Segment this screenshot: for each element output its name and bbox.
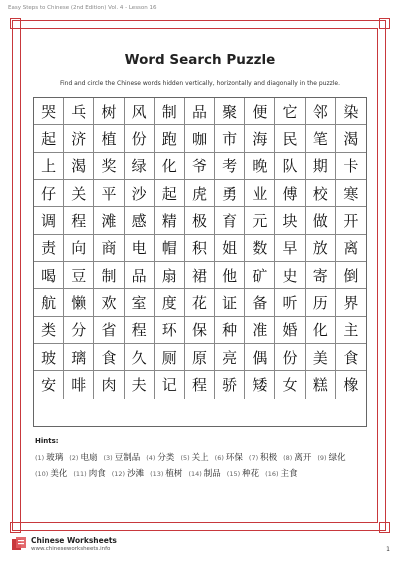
grid-cell[interactable]: 安 — [34, 371, 64, 398]
grid-cell[interactable]: 商 — [94, 235, 124, 262]
page-number: 1 — [386, 546, 390, 553]
grid-cell[interactable]: 傅 — [275, 180, 305, 207]
grid-cell[interactable]: 晚 — [245, 153, 275, 180]
grid-cell[interactable]: 室 — [125, 289, 155, 316]
grid-cell[interactable]: 保 — [185, 317, 215, 344]
grid-cell[interactable]: 早 — [275, 235, 305, 262]
grid-cell[interactable]: 起 — [155, 180, 185, 207]
grid-cell[interactable]: 度 — [155, 289, 185, 316]
grid-cell[interactable]: 极 — [185, 207, 215, 234]
grid-cell[interactable]: 块 — [275, 207, 305, 234]
hint-word: 种花 — [242, 469, 260, 479]
grid-cell[interactable]: 聚 — [215, 98, 245, 125]
grid-cell[interactable]: 骄 — [215, 371, 245, 398]
grid-cell[interactable]: 航 — [34, 289, 64, 316]
hint-item — [35, 450, 63, 466]
grid-cell[interactable]: 原 — [185, 344, 215, 371]
grid-cell[interactable]: 糕 — [306, 371, 336, 398]
grid-cell[interactable]: 史 — [275, 262, 305, 289]
grid-cell[interactable]: 豆 — [64, 262, 94, 289]
grid-cell[interactable]: 璃 — [64, 344, 94, 371]
grid-cell[interactable]: 欢 — [94, 289, 124, 316]
hint-item — [227, 466, 259, 482]
grid-cell[interactable]: 程 — [125, 317, 155, 344]
hint-number: (2) — [69, 454, 79, 462]
grid-cell[interactable]: 精 — [155, 207, 185, 234]
grid-cell[interactable]: 美 — [306, 344, 336, 371]
hint-item — [35, 466, 67, 482]
grid-cell[interactable]: 做 — [306, 207, 336, 234]
grid-cell[interactable]: 食 — [336, 344, 366, 371]
hint-number: (6) — [214, 454, 224, 462]
grid-cell[interactable]: 久 — [125, 344, 155, 371]
grid-cell[interactable]: 校 — [306, 180, 336, 207]
grid-cell[interactable]: 夫 — [125, 371, 155, 398]
hint-number: (12) — [111, 470, 126, 478]
grid-cell[interactable]: 数 — [245, 235, 275, 262]
grid-cell[interactable]: 历 — [306, 289, 336, 316]
grid-cell[interactable]: 考 — [215, 153, 245, 180]
grid-cell[interactable]: 渴 — [64, 153, 94, 180]
grid-cell[interactable]: 育 — [215, 207, 245, 234]
grid-cell[interactable]: 品 — [125, 262, 155, 289]
grid-cell[interactable]: 邻 — [306, 98, 336, 125]
grid-cell[interactable]: 偶 — [245, 344, 275, 371]
grid-cell[interactable]: 市 — [215, 125, 245, 152]
grid-cell[interactable]: 队 — [275, 153, 305, 180]
hint-item — [69, 450, 97, 466]
hint-item — [112, 466, 144, 482]
corner-ornament — [379, 18, 390, 29]
grid-cell[interactable]: 扇 — [155, 262, 185, 289]
grid-cell[interactable]: 起 — [34, 125, 64, 152]
grid-cell[interactable]: 份 — [275, 344, 305, 371]
grid-cell[interactable]: 植 — [94, 125, 124, 152]
grid-cell[interactable]: 滩 — [94, 207, 124, 234]
grid-cell[interactable]: 亮 — [215, 344, 245, 371]
grid-cell[interactable]: 主 — [336, 317, 366, 344]
grid-cell[interactable]: 向 — [64, 235, 94, 262]
grid-cell[interactable]: 调 — [34, 207, 64, 234]
grid-cell[interactable]: 勇 — [215, 180, 245, 207]
page-title: Word Search Puzzle — [124, 52, 276, 68]
hint-word: 环保 — [225, 453, 243, 463]
hint-item — [283, 450, 311, 466]
grid-cell[interactable]: 种 — [215, 317, 245, 344]
hint-number: (16) — [265, 470, 279, 478]
grid-cell[interactable]: 跑 — [155, 125, 185, 152]
corner-ornament — [379, 522, 390, 533]
grid-cell[interactable]: 它 — [275, 98, 305, 125]
grid-cell[interactable]: 期 — [306, 153, 336, 180]
grid-cell[interactable]: 花 — [185, 289, 215, 316]
grid-cell[interactable]: 程 — [64, 207, 94, 234]
corner-ornament — [10, 522, 21, 533]
hints-title: Hints: — [35, 437, 59, 445]
grid-cell[interactable]: 海 — [245, 125, 275, 152]
hint-number: (5) — [180, 454, 190, 462]
grid-cell[interactable]: 离 — [336, 235, 366, 262]
grid-cell[interactable]: 懒 — [64, 289, 94, 316]
corner-ornament — [10, 18, 21, 29]
grid-cell[interactable]: 厕 — [155, 344, 185, 371]
grid-cell[interactable]: 制 — [94, 262, 124, 289]
word-search-grid — [33, 97, 367, 427]
grid-cell[interactable]: 姐 — [215, 235, 245, 262]
grid-cell[interactable]: 听 — [275, 289, 305, 316]
grid-cell[interactable]: 卡 — [336, 153, 366, 180]
hint-item — [215, 450, 243, 466]
grid-cell[interactable]: 界 — [336, 289, 366, 316]
hint-number: (3) — [103, 454, 113, 462]
instructions: Find and circle the Chinese words hidden vertically, horizontally and diagonally in the puzzle. — [59, 80, 341, 87]
grid-cell[interactable]: 积 — [185, 235, 215, 262]
hint-item — [249, 450, 277, 466]
hint-word: 关上 — [191, 453, 209, 463]
hint-word: 肉食 — [88, 469, 106, 479]
hint-item — [188, 466, 220, 482]
grid-cell[interactable]: 树 — [94, 98, 124, 125]
hint-word: 植树 — [165, 469, 183, 479]
hint-number: (7) — [248, 454, 259, 462]
grid-cell[interactable]: 分 — [64, 317, 94, 344]
grid-cell[interactable]: 咖 — [185, 125, 215, 152]
grid-cell[interactable]: 乓 — [64, 98, 94, 125]
hint-word: 玻璃 — [46, 453, 64, 463]
hint-item — [146, 450, 174, 466]
grid-cell[interactable]: 食 — [94, 344, 124, 371]
hint-number: (4) — [146, 454, 156, 462]
grid-cell[interactable]: 寒 — [336, 180, 366, 207]
hint-number: (13) — [150, 470, 164, 478]
grid-cell[interactable]: 帽 — [155, 235, 185, 262]
hint-number: (14) — [188, 470, 202, 478]
grid-cell[interactable]: 类 — [34, 317, 64, 344]
grid-cell[interactable]: 染 — [336, 98, 366, 125]
hint-word: 离开 — [294, 453, 312, 463]
grid-cell[interactable]: 放 — [306, 235, 336, 262]
grid-cell[interactable]: 备 — [245, 289, 275, 316]
grid-cell[interactable]: 裙 — [185, 262, 215, 289]
grid-cell[interactable]: 喝 — [34, 262, 64, 289]
grid-cell[interactable]: 济 — [64, 125, 94, 152]
hint-word: 电扇 — [80, 453, 98, 463]
hint-number: (9) — [317, 454, 327, 462]
grid-cell[interactable]: 感 — [125, 207, 155, 234]
hint-item — [103, 450, 140, 466]
grid-cell[interactable]: 哭 — [34, 98, 64, 125]
grid-cell[interactable]: 化 — [155, 153, 185, 180]
grid-cell[interactable]: 业 — [245, 180, 275, 207]
grid-cell[interactable]: 他 — [215, 262, 245, 289]
grid-cell[interactable]: 准 — [245, 317, 275, 344]
grid-cell[interactable]: 婚 — [275, 317, 305, 344]
hint-word: 豆制品 — [114, 453, 141, 463]
grid-cell[interactable]: 证 — [215, 289, 245, 316]
grid-cell[interactable]: 奖 — [94, 153, 124, 180]
hint-item — [73, 466, 105, 482]
grid-cell[interactable]: 沙 — [125, 180, 155, 207]
grid-cell[interactable]: 关 — [64, 180, 94, 207]
grid-cell[interactable]: 渴 — [336, 125, 366, 152]
hint-item — [317, 450, 345, 466]
grid-cell[interactable]: 省 — [94, 317, 124, 344]
grid-cell[interactable]: 倒 — [336, 262, 366, 289]
hint-word: 沙滩 — [127, 469, 145, 479]
grid-cell[interactable]: 矮 — [245, 371, 275, 398]
hint-word: 美化 — [50, 469, 68, 479]
hint-item — [265, 466, 297, 482]
grid-cell[interactable]: 记 — [155, 371, 185, 398]
grid-cell[interactable]: 电 — [125, 235, 155, 262]
grid-cell[interactable]: 制 — [155, 98, 185, 125]
logo-icon — [11, 537, 27, 551]
grid-cell[interactable]: 元 — [245, 207, 275, 234]
hint-word: 积极 — [260, 453, 278, 463]
grid-cell[interactable]: 责 — [34, 235, 64, 262]
grid-cell[interactable]: 玻 — [34, 344, 64, 371]
grid-cell[interactable]: 女 — [275, 371, 305, 398]
grid-cell[interactable]: 民 — [275, 125, 305, 152]
footer-url[interactable]: www.chineseworksheets.info — [31, 546, 111, 552]
grid-cell[interactable]: 笔 — [306, 125, 336, 152]
hint-number: (10) — [35, 470, 49, 478]
grid-cell[interactable]: 平 — [94, 180, 124, 207]
course-header: Easy Steps to Chinese (2nd Edition) Vol. 4 - Lesson 16 — [8, 5, 157, 11]
hint-word: 制品 — [203, 469, 221, 479]
grid-cell[interactable]: 绿 — [125, 153, 155, 180]
hint-item — [180, 450, 208, 466]
footer-brand: Chinese Worksheets — [31, 536, 117, 545]
grid-cell[interactable]: 份 — [125, 125, 155, 152]
hint-number: (8) — [283, 454, 293, 462]
hint-item — [150, 466, 182, 482]
grid-cell[interactable]: 橡 — [343, 376, 359, 395]
grid-cell[interactable]: 环 — [155, 317, 185, 344]
grid-cell[interactable]: 肉 — [94, 371, 124, 398]
grid-cell[interactable]: 啡 — [64, 371, 94, 398]
grid-cell[interactable]: 仔 — [34, 180, 64, 207]
hint-word: 主食 — [280, 469, 298, 479]
hint-word: 绿化 — [328, 453, 346, 463]
hint-number: (15) — [226, 470, 241, 478]
grid-cell[interactable]: 便 — [245, 98, 275, 125]
grid-cell[interactable]: 开 — [336, 207, 366, 234]
hints-list — [35, 450, 365, 482]
grid-cell[interactable]: 化 — [306, 317, 336, 344]
hint-number: (1) — [35, 454, 45, 462]
grid-cell[interactable]: 寄 — [306, 262, 336, 289]
grid-cell[interactable]: 虎 — [185, 180, 215, 207]
hint-word: 分类 — [157, 453, 175, 463]
grid-cell[interactable]: 风 — [125, 98, 155, 125]
grid-cell[interactable]: 品 — [185, 98, 215, 125]
grid-cell[interactable]: 上 — [34, 153, 64, 180]
hint-number: (11) — [73, 470, 87, 478]
grid-cell[interactable]: 程 — [185, 371, 215, 398]
grid-cell[interactable]: 爷 — [185, 153, 215, 180]
grid-cell[interactable]: 矿 — [245, 262, 275, 289]
